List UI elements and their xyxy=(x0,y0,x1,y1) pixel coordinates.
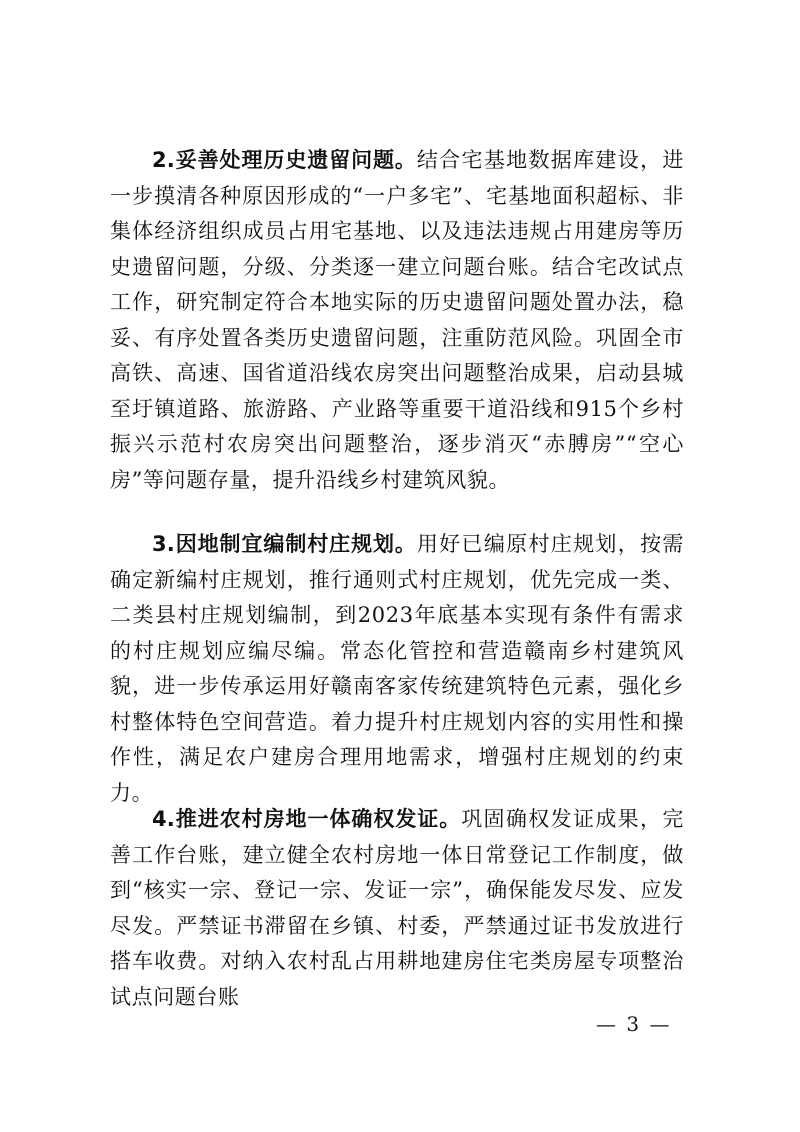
paragraph-body: 结合宅基地数据库建设，进一步摸清各种原因形成的“一户多宅”、宅基地面积超标、非集体经济组织成员占用宅基地、以及违法违规占用建房等历史遗留问题，分级、分类逐一建立问题台账。结合宅改试点工作，研究制定符合本地实际的历史遗留问题处置办法，稳妥、有序处置各类历史遗留问题，注重防范风险。巩固全市高铁、高速、国省道沿线农房突出问题整治成果，启动县城至圩镇道路、旅游路、产业路等重要干道沿线和915个乡村振兴示范村农房突出问题整治，逐步消灭“赤膊房”“空心房”等问题存量，提升沿线乡村建筑风貌。 xyxy=(110,148,684,492)
page-number: — 3 — xyxy=(596,1012,672,1036)
paragraph-2 xyxy=(110,143,684,498)
paragraph-4 xyxy=(110,802,684,1015)
paragraph-3 xyxy=(110,527,684,811)
paragraph-body: 巩固确权发证成果，完善工作台账，建立健全农村房地一体日常登记工作制度，做到“核实一宗、登记一宗、发证一宗”，确保能发尽发、应发尽发。严禁证书滞留在乡镇、村委，严禁通过证书发放进行搭车收费。对纳入农村乱占用耕地建房住宅类房屋专项整治试点问题台账 xyxy=(110,807,684,1009)
paragraph-body: 用好已编原村庄规划，按需确定新编村庄规划，推行通则式村庄规划，优先完成一类、二类县村庄规划编制，到2023年底基本实现有条件有需求的村庄规划应编尽编。常态化管控和营造赣南乡村建筑风貌，进一步传承运用好赣南客家传统建筑特色元素，强化乡村整体特色空间营造。着力提升村庄规划内容的实用性和操作性，满足农户建房合理用地需求，增强村庄规划的约束力。 xyxy=(110,532,684,805)
paragraph-heading: 3.因地制宜编制村庄规划。 xyxy=(152,532,417,556)
paragraph-heading: 4.推进农村房地一体确权发证。 xyxy=(152,807,462,831)
paragraph-heading: 2.妥善处理历史遗留问题。 xyxy=(152,148,417,172)
